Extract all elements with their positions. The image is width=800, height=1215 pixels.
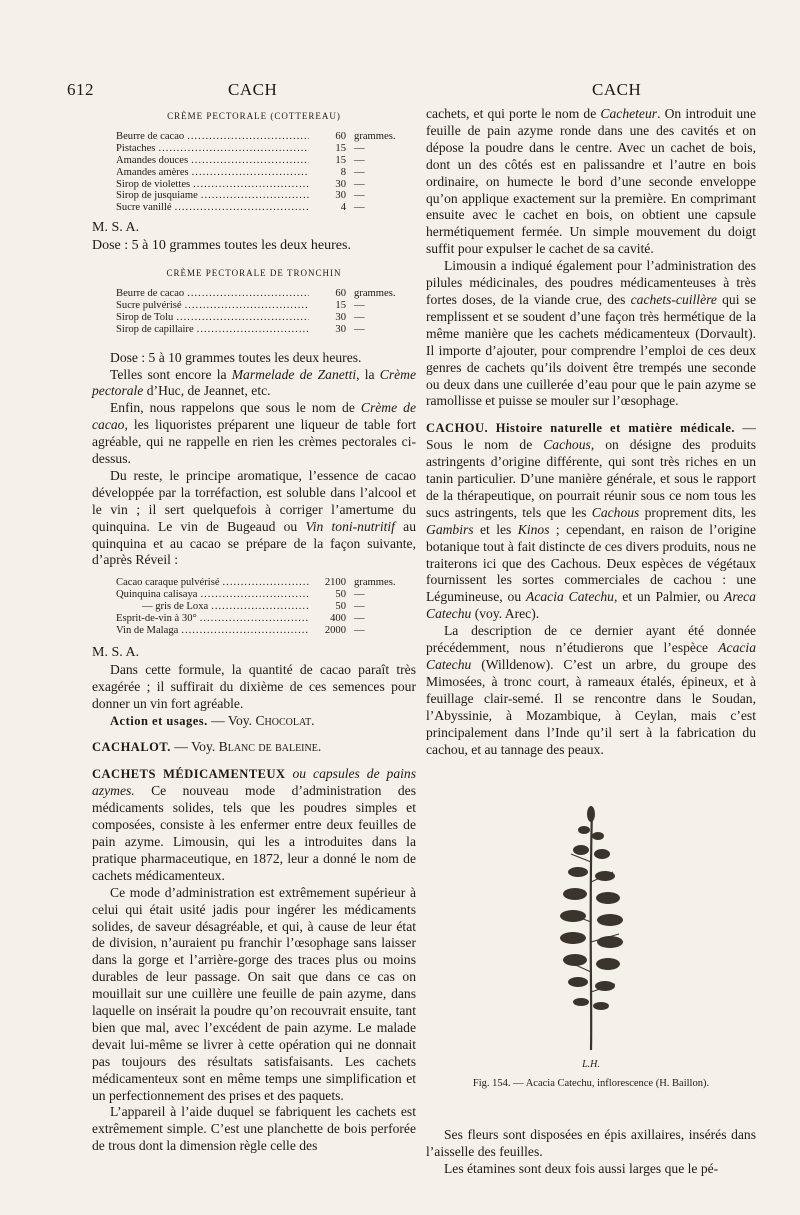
ingredient-unit: — (354, 166, 365, 178)
figure-signature: L.H. (582, 1059, 600, 1071)
ingredient-name: Amandes douces (116, 154, 189, 166)
ingredient-name: Beurre de cacao (116, 287, 185, 299)
entry-cachalot: CACHALOT. — Voy. Blanc de baleine. (92, 739, 322, 755)
recipe-row (116, 601, 416, 613)
ingredient-qty: 30 (335, 178, 346, 190)
ingredient-unit: — (354, 613, 365, 625)
recipe-row (116, 179, 416, 191)
ingredient-name: Vin de Malaga (116, 625, 179, 636)
recipe-row (116, 155, 416, 167)
recipe-row (116, 613, 416, 625)
recipe-row (116, 577, 416, 589)
running-head-right: CACH (592, 80, 642, 99)
ingredient-unit: — (354, 178, 365, 190)
ingredient-unit: — (354, 311, 365, 323)
ingredient-unit: — (354, 323, 365, 335)
ingredient-name: Beurre de cacao (116, 130, 185, 142)
paragraph: La description de ce dernier ayant été donnée précédemment, nous n’étudierons que l’espèce Acacia Catechu (Willdenow). C’est un arbre, du groupe des Mimosées, à tronc court, à rameaux étalés, épineux, et à feuillage clair-semé. Il se rencontre dans le Soudan, l’Abyssinie, à Mozambique, à Ceylan, mais c’est principalement dans l’Inde qu’il sert à la fabrication du cachou, et au tannage des peaux. (426, 623, 756, 757)
paragraph: Action et usages. — Voy. Chocolat. (110, 712, 315, 728)
recipe-ms: M. S. A. (92, 644, 140, 660)
paragraph: Ce mode d’administration est extrêmement supérieur à celui qui était usité jadis pour ingérer les médicaments solides, de saveur désagréable, et qui, à cause de leur état de division, n’auraient pu franchir l’œsophage sans laisser dans la gorge et l’arrière-gorge des traces plus ou moins durables de leur passage. On sait que dans ce cas on mouillait sur une cuillère une feuille de pain azyme, dans laquelle on insérait la poudre qu’on recouvrait ensuite, tant bien que mal, avec l’excédent de pain azyme. Le malade devait lui-même se livrer à cette opération qui ne donnait pas toujours des résultats satisfaisants. Les cachets médicamenteux sont en même temps une simplification et un perfectionnement des prises et des paquets. (92, 884, 416, 1103)
paragraph: Enfin, nous rappelons que sous le nom de Crème de cacao, les liquoristes préparent une liqueur de table fort agréable, qui ne rappelle en rien les crèmes pectorales ci-dessus. (92, 400, 416, 467)
recipe-row (116, 190, 416, 202)
ingredient-name: Cacao caraque pulvérisé (116, 577, 220, 589)
ingredient-qty: 8 (340, 166, 346, 178)
paragraph: Telles sont encore la Marmelade de Zanetti, la Crème pectorale d’Huc, de Jeannet, etc. (92, 366, 416, 399)
ingredient-unit: — (354, 589, 365, 601)
ingredient-qty: 30 (335, 311, 346, 323)
recipe-ms: M. S. A. (92, 220, 140, 236)
ingredient-name: Sirop de violettes (116, 178, 191, 190)
recipe-row (116, 167, 416, 179)
ingredient-qty: 2100 (324, 577, 346, 589)
recipe-row (116, 300, 416, 312)
ingredient-unit: — (354, 142, 365, 154)
paragraph: L’appareil à l’aide duquel se fabriquent les cachets est extrêmement simple. C’est une planchette de bois perforée de trous dont la dimension règle celle des (92, 1104, 416, 1154)
ingredient-name: Sucre pulvérisé (116, 299, 182, 311)
acacia-inflorescence-illustration (531, 802, 651, 1052)
ingredient-name: Sirop de capillaire (116, 323, 194, 335)
ingredient-unit: — (354, 601, 365, 613)
ingredient-qty: 15 (335, 154, 346, 166)
ingredient-name: Sirop de Tolu (116, 311, 174, 323)
section-heading: Action et usages. (110, 713, 208, 728)
recipe-table-tronchin (116, 288, 416, 336)
recipe-row (116, 312, 416, 324)
ingredient-unit: — (354, 154, 365, 166)
ingredient-name: Quinquina calisaya (116, 589, 198, 601)
ingredient-unit: — (354, 299, 365, 311)
ingredient-qty: 15 (335, 142, 346, 154)
entry-heading: CACHALOT. (92, 740, 171, 755)
recipe-dose: Dose : 5 à 10 grammes toutes les deux heures. (92, 238, 351, 254)
paragraph: Les étamines sont deux fois aussi larges que le pé- (444, 1160, 719, 1176)
recipe-row (116, 131, 416, 143)
ingredient-qty: 30 (335, 190, 346, 202)
entry-heading: CACHETS MÉDICAMENTEUX (92, 767, 286, 782)
page-number: 612 (67, 80, 94, 99)
ingredient-qty: 2000 (324, 625, 346, 636)
running-head-left: CACH (228, 80, 278, 99)
entry-cachets: CACHETS MÉDICAMENTEUX ou capsules de pains azymes. Ce nouveau mode d’administration des médicaments solides, tels que les poudres simples et composées, consiste à les enfermer entre deux feuilles de pain azyme. Limousin, qui les a introduites dans la pratique pharmaceutique, en 1872, leur a donné le nom de cachets médicamenteux. (92, 766, 417, 883)
ingredient-qty: 50 (335, 589, 346, 601)
ingredient-name: Esprit-de-vin à 30° (116, 613, 197, 625)
paragraph: Limousin a indiqué également pour l’administration des pilules médicinales, des poudres médicamenteuses à très fortes doses, de la viande crue, des cachets-cuillère qui se remplissent et se soudent d’une façon très hermétique de la même manière que les cachets médicamenteux (Dorvault). Il importe d’ajouter, pour comprendre l’emploi de ces deux genres de cachets qu’ils doivent être trempés une seconde ou deux dans une cuillerée d’eau pour que le pain azyme se ramollisse et puisse se mouler sur l’œsophage. (426, 258, 756, 409)
figure-caption: Fig. 154. — Acacia Catechu, inflorescence (H. Baillon). (472, 1078, 710, 1090)
recipe-dose-tronchin: Dose : 5 à 10 grammes toutes les deux heures. (110, 349, 362, 365)
ingredient-unit: — (354, 190, 365, 202)
left-column (92, 106, 416, 1155)
ingredient-name: Amandes amères (116, 166, 189, 178)
ingredient-name: Sucre vanillé (116, 202, 172, 214)
ingredient-unit: — (354, 202, 365, 214)
figure-acacia (426, 802, 756, 1093)
ingredient-qty: 4 (340, 202, 346, 214)
entry-heading: CACHOU. Histoire naturelle et matière médicale. (426, 421, 736, 436)
ingredient-qty: 50 (335, 601, 346, 613)
paragraph: Ses fleurs sont disposées en épis axillaires, insérés dans l’aisselle des feuilles. (426, 1127, 756, 1160)
ingredient-qty: 60 (335, 130, 346, 142)
ingredient-qty: 60 (335, 287, 346, 299)
recipe-row (116, 288, 416, 300)
recipe-row (116, 625, 416, 637)
ingredient-qty: 15 (335, 299, 346, 311)
ingredient-unit: — (354, 625, 365, 636)
ingredient-unit: grammes. (354, 577, 396, 589)
recipe-row (116, 202, 416, 214)
ingredient-name: Pistaches (116, 142, 156, 154)
recipe-title-tronchin: CRÈME PECTORALE DE TRONCHIN (166, 268, 342, 279)
right-column (426, 106, 756, 1178)
ingredient-qty: 400 (330, 613, 346, 625)
recipe-table-vin (116, 577, 416, 637)
recipe-row (116, 324, 416, 336)
ingredient-unit: grammes. (354, 287, 396, 299)
recipe-table-cottereau (116, 131, 416, 214)
ingredient-qty: 30 (335, 323, 346, 335)
recipe-row (116, 589, 416, 601)
paragraph: Du reste, le principe aromatique, l’essence de cacao développée par la torréfaction, est soluble dans l’alcool et le vin ; il sert quelquefois à corriger l’amertume du quinquina. Le vin de Bugeaud ou Vin toni-nutritif au quinquina et au cacao se prépare de la façon suivante, d’après Réveil : (92, 467, 416, 568)
recipe-title-cottereau: CRÈME PECTORALE (COTTEREAU) (167, 111, 341, 121)
ingredient-name: — gris de Loxa (142, 601, 209, 613)
ingredient-unit: grammes. (354, 130, 396, 142)
paragraph: cachets, et qui porte le nom de Cacheteur. On introduit une feuille de pain azyme ronde dans une des cavités et on dépose la poudre dans le centre. Avec un cachet de bois, dont un des côtés est en palissandre et l’autre en bois ordinaire, on humecte le bord d’une seconde enveloppe qu’on applique exactement sur la première. En comprimant ensuite avec le cachet en bois, on obtient une capsule hermétiquement fermée. Un simple mouvement du doigt suffit pour expulser le cachet de sa cavité. (426, 106, 756, 257)
paragraph: Dans cette formule, la quantité de cacao paraît très exagérée ; il suffirait du dixième de ces semences pour donner un vin fort agréable. (92, 661, 416, 711)
recipe-row (116, 143, 416, 155)
entry-cachou: CACHOU. Histoire naturelle et matière médicale. — Sous le nom de Cachous, on désigne des produits astringents d’origine différente, qui sont très riches en un tanin particulier. D’une manière générale, et sous le rapport de la thérapeutique, on pourrait réunir sous ce nom tous les sucs astringents, tels que les Cachous proprement dits, les Gambirs et les Kinos ; cependant, en raison de l’origine botanique tout à fait distincte de ces divers produits, nous ne traiterons ici que des Cachous. Deux espèces de végétaux fournissent les sortes commerciales de cachou : une Légumineuse, ou Acacia Catechu, et un Palmier, ou Areca Catechu (voy. Arec). (426, 420, 757, 622)
ingredient-name: Sirop de jusquiame (116, 190, 198, 202)
